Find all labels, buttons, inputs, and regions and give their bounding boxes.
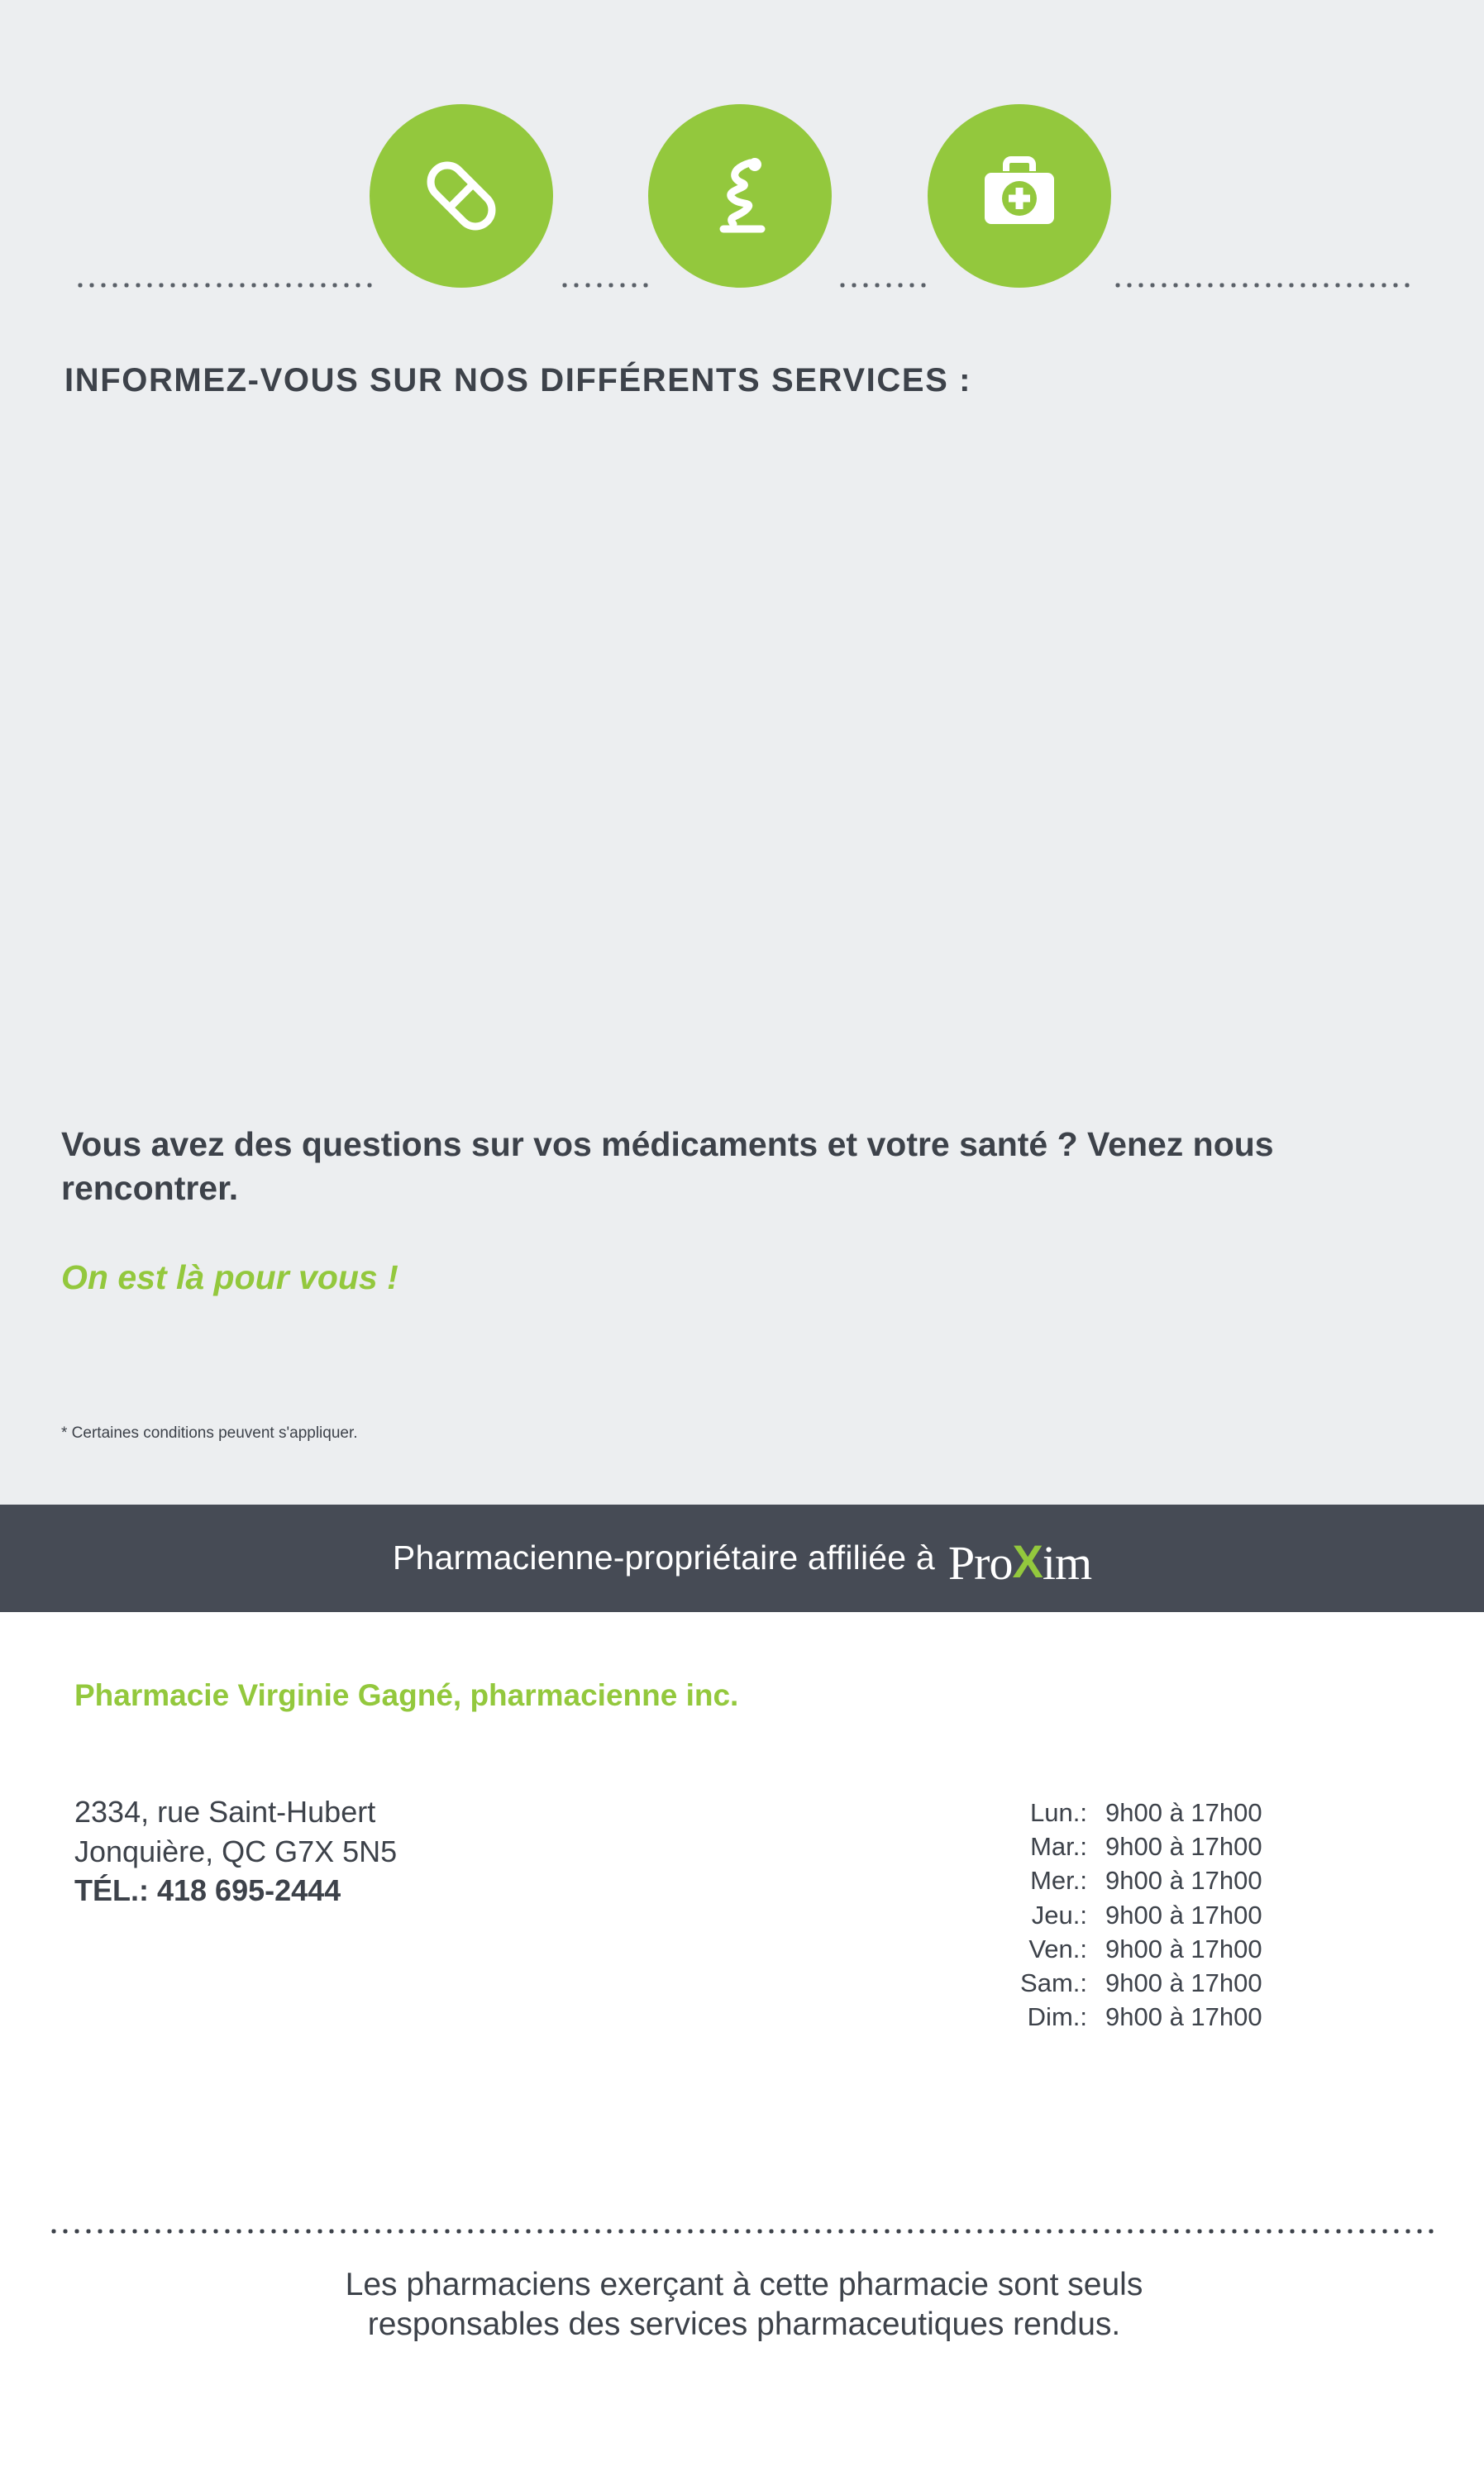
affiliation-label: Pharmacienne-propriétaire affiliée à [392,1539,935,1577]
disclaimer-line-2: responsables des services pharmaceutiques rendus. [367,2306,1121,2342]
proxim-logo-post: im [1042,1536,1092,1590]
dotted-rule-left [74,283,372,288]
hours-row [980,1830,1426,1863]
icon-strip [0,91,1484,281]
hours-row [980,1898,1426,1932]
hours-value: 9h00 à 17h00 [1105,1968,1262,1998]
address-block [74,1792,818,1911]
address-line-2: Jonquière, QC G7X 5N5 [74,1834,398,1868]
proxim-logo-pre: Pro [947,1536,1013,1590]
hours-row [980,2000,1426,2034]
caduceus-snake-icon [648,104,832,288]
conditions-footnote: * Certaines conditions peuvent s'appliquer. [61,1424,358,1442]
hours-value: 9h00 à 17h00 [1105,1934,1262,1963]
hours-value: 9h00 à 17h00 [1105,1900,1262,1930]
hours-day: Mer.: [1030,1866,1087,1896]
hours-value: 9h00 à 17h00 [1105,1866,1262,1896]
hours-value: 9h00 à 17h00 [1105,2002,1262,2032]
affiliation-inner [392,1530,1092,1590]
dotted-rule-right [1112,283,1410,288]
dotted-rule-mid-2 [837,283,928,288]
hours-day: Ven.: [1028,1934,1087,1963]
address-line-1: 2334, rue Saint-Hubert [74,1795,376,1829]
disclaimer-line-1: Les pharmaciens exerçant à cette pharmacie sont seuls [345,2267,1143,2302]
opening-hours-table [980,1796,1426,2035]
hours-day: Sam.: [1020,1968,1087,1998]
hours-row [980,1796,1426,1830]
proxim-logo [948,1535,1091,1591]
hours-day: Dim.: [1027,2002,1087,2032]
phone-number: TÉL.: 418 695-2444 [74,1873,341,1908]
first-aid-kit-icon [928,104,1111,288]
proxim-logo-x: X [1012,1535,1043,1587]
hours-value: 9h00 à 17h00 [1105,1798,1262,1827]
pharmacy-name: Pharmacie Virginie Gagné, pharmacienne inc. [74,1678,739,1712]
hours-row [980,1863,1426,1897]
hours-row [980,1966,1426,2000]
legal-disclaimer [58,2265,1430,2344]
hours-day: Jeu.: [1031,1900,1087,1930]
hours-day: Mar.: [1030,1832,1087,1862]
hours-value: 9h00 à 17h00 [1105,1832,1262,1862]
tagline-text: On est là pour vous ! [61,1258,398,1296]
dotted-divider [48,2229,1437,2234]
affiliation-text-row [0,1530,1484,1590]
capsule-pill-icon [370,104,553,288]
hours-row [980,1932,1426,1966]
question-text: Vous avez des questions sur vos médicaments et votre santé ? Venez nous rencontrer. [61,1125,1274,1208]
hours-day: Lun.: [1030,1798,1087,1827]
services-heading: INFORMEZ-VOUS SUR NOS DIFFÉRENTS SERVICES : [64,362,972,398]
dotted-rule-mid-1 [559,283,650,288]
